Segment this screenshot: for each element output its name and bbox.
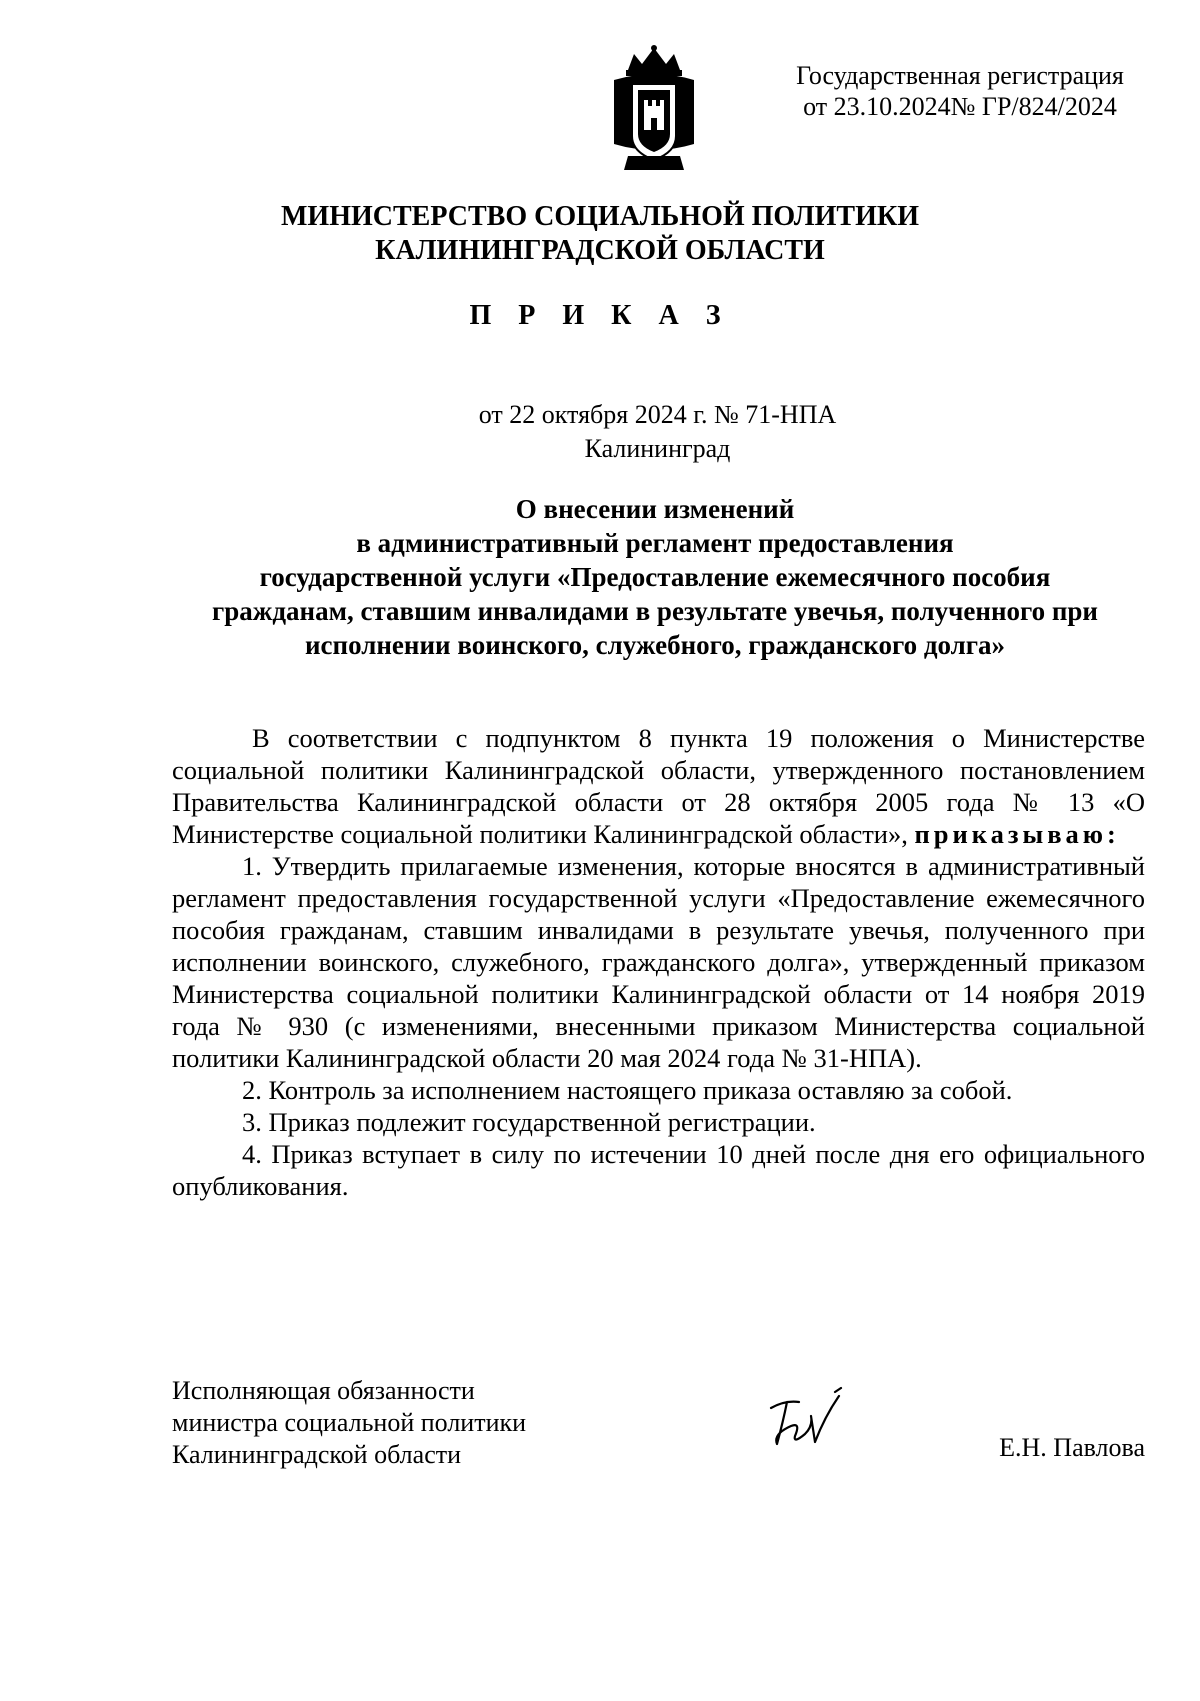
- order-date-number: от 22 октября 2024 г. № 71-НПА: [478, 400, 837, 429]
- position-line-3: Калининградской области: [172, 1440, 462, 1469]
- ministry-line-1: МИНИСТЕРСТВО СОЦИАЛЬНОЙ ПОЛИТИКИ: [281, 201, 919, 232]
- signer-name: Е.Н. Павлова: [999, 1433, 1145, 1462]
- handwritten-signature: [765, 1386, 855, 1456]
- order-word: приказываю:: [914, 819, 1120, 849]
- subject-line-5: исполнении воинского, служебного, гражданского долга»: [304, 630, 1006, 660]
- order-subject: [160, 492, 1150, 662]
- order-meta: [400, 398, 915, 466]
- position-line-2: министра социальной политики: [172, 1408, 527, 1437]
- order-item-3: 3. Приказ подлежит государственной регистрации.: [242, 1107, 816, 1137]
- ministry-name: [200, 200, 1000, 268]
- coat-of-arms-icon: [608, 44, 700, 174]
- subject-line-4: гражданам, ставшим инвалидами в результате увечья, полученного при: [212, 596, 1098, 626]
- order-city: Калининград: [584, 434, 731, 463]
- order-item-1: 1. Утвердить прилагаемые изменения, которые вносятся в административный регламент предоставления государственной услуги «Предоставление ежемесячного пособия гражданам, ставшим инвалидами в результате увечья, полученного при исполнении воинского, служебного, гражданского долга», утвержденный приказом Министерства социальной политики Калининградской области от 14 ноября 2019 года № 930 (с изменениями, внесенными приказом Министерства социальной политики Калининградской области 20 мая 2024 года № 31-НПА).: [172, 851, 1145, 1073]
- order-body: [172, 722, 1145, 1202]
- preamble-text: В соответствии с подпунктом 8 пункта 19 положения о Министерстве социальной политики Калининградской области, утвержденного постановлением Правительства Калининградской области от 28 октября 2005 года № 13 «О Министерстве социальной политики Калининградской области»,: [172, 723, 1145, 849]
- ministry-line-2: КАЛИНИНГРАДСКОЙ ОБЛАСТИ: [375, 235, 825, 266]
- subject-line-3: государственной услуги «Предоставление ежемесячного пособия: [259, 562, 1051, 592]
- order-item-2: 2. Контроль за исполнением настоящего приказа оставляю за собой.: [242, 1075, 1013, 1105]
- registration-line-2: от 23.10.2024№ ГР/824/2024: [803, 92, 1117, 121]
- subject-line-2: в административный регламент предоставления: [356, 528, 954, 558]
- order-title: П Р И К А З: [469, 300, 731, 331]
- signatory-position: [172, 1375, 632, 1471]
- subject-line-1: О внесении изменений: [515, 494, 795, 524]
- preamble-paragraph: [172, 722, 1145, 850]
- registration-stamp: [760, 60, 1160, 122]
- order-item-4: 4. Приказ вступает в силу по истечении 10 дней после дня его официального опубликования.: [172, 1139, 1145, 1201]
- position-line-1: Исполняющая обязанности: [172, 1376, 475, 1405]
- registration-line-1: Государственная регистрация: [796, 61, 1124, 90]
